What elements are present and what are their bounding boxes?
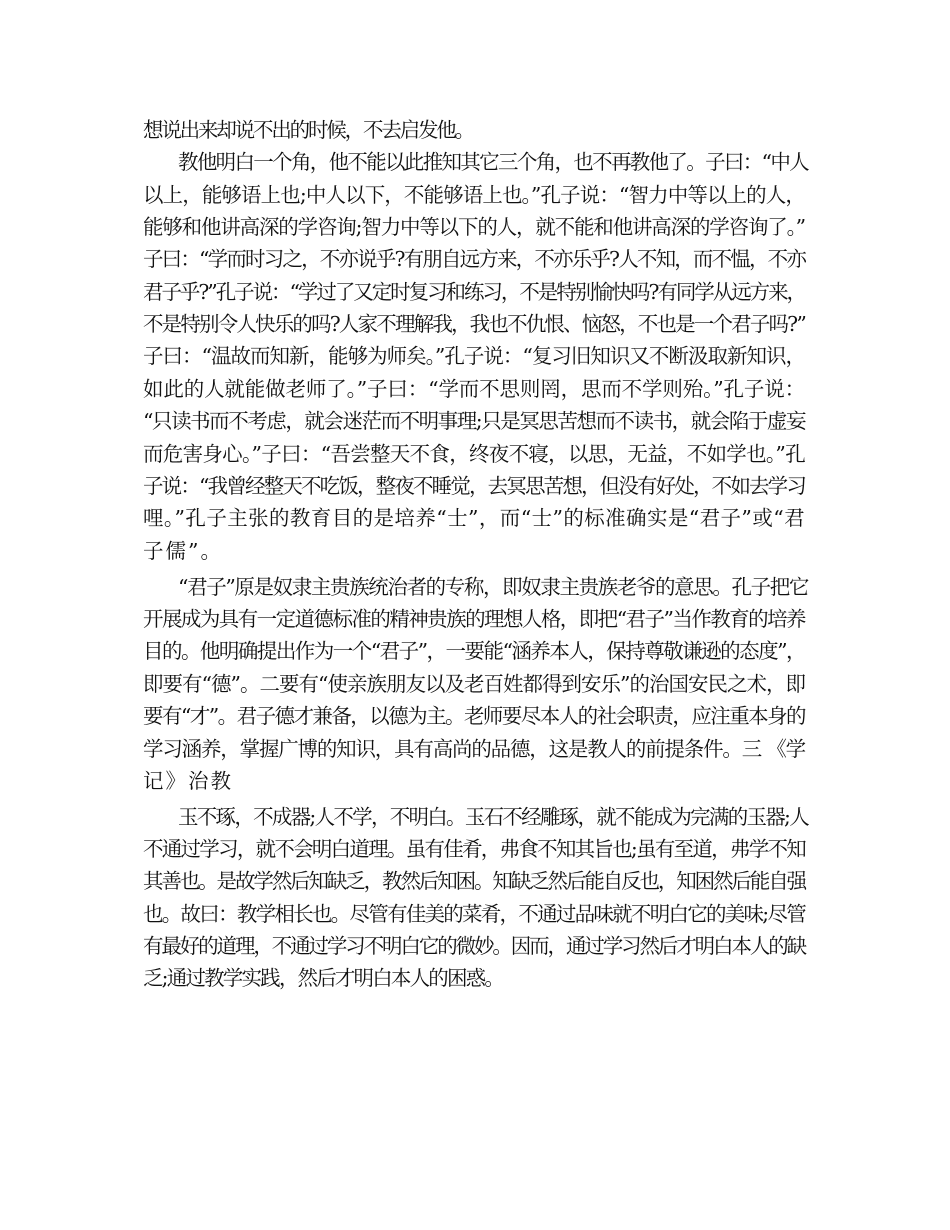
- text-line: 子说：“我曾经整天不吃饭，整夜不睡觉，去冥思苦想，但没有好处，不如去学习: [143, 474, 805, 498]
- text-line: 记》治教: [143, 769, 233, 793]
- text-line: 不是特别令人快乐的吗?人家不理解我，我也不仇恨、恼怒，不也是一个君子吗?”: [143, 312, 805, 336]
- text-line: “君子”原是奴隶主贵族统治者的专称，即奴隶主贵族老爷的意思。孔子把它: [178, 575, 808, 599]
- text-line: 子儒”。: [143, 539, 223, 563]
- text-line: 其善也。是故学然后知缺乏，教然后知困。知缺乏然后能自反也，知困然后能自强: [143, 869, 805, 893]
- text-line: 教他明白一个角，他不能以此推知其它三个角，也不再教他了。子曰：“中人: [178, 150, 808, 174]
- text-line: 而危害身心。”子曰：“吾尝整天不食，终夜不寝，以思，无益，不如学也。”孔: [143, 442, 805, 466]
- text-line: 不通过学习，就不会明白道理。虽有佳肴，弗食不知其旨也;虽有至道，弗学不知: [143, 837, 805, 861]
- text-line: 玉不琢，不成器;人不学，不明白。玉石不经雕琢，就不能成为完满的玉器;人: [178, 805, 808, 829]
- text-line: 开展成为具有一定道德标准的精神贵族的理想人格，即把“君子”当作教育的培养: [143, 607, 805, 631]
- text-line: 有最好的道理，不通过学习不明白它的微妙。因而，通过学习然后才明白本人的缺: [143, 934, 805, 958]
- text-line: 能够和他讲高深的学咨询;智力中等以下的人，就不能和他讲高深的学咨询了。”: [143, 215, 805, 239]
- text-line: 要有“才”。君子德才兼备，以德为主。老师要尽本人的社会职责，应注重本身的: [143, 704, 805, 728]
- text-line: 以上，能够语上也;中人以下，不能够语上也。”孔子说：“智力中等以上的人，: [143, 183, 805, 207]
- text-line: 哩。”孔子主张的教育目的是培养“士”，而“士”的标准确实是“君子”或“君: [143, 506, 805, 530]
- text-line: “只读书而不考虑，就会迷茫而不明事理;只是冥思苦想而不读书，就会陷于虚妄: [143, 409, 805, 433]
- text-line: 即要有“德”。二要有“使亲族朋友以及老百姓都得到安乐”的治国安民之术，即: [143, 672, 805, 696]
- text-line: 也。故曰：教学相长也。尽管有佳美的菜肴，不通过品味就不明白它的美味;尽管: [143, 902, 805, 926]
- text-line: 子曰：“学而时习之，不亦说乎?有朋自远方来，不亦乐乎?人不知，而不愠，不亦: [143, 247, 805, 271]
- text-line: 子曰：“温故而知新，能够为师矣。”孔子说：“复习旧知识又不断汲取新知识，: [143, 344, 805, 368]
- text-line: 如此的人就能做老师了。”子曰：“学而不思则罔，思而不学则殆。”孔子说：: [143, 377, 805, 401]
- text-line: 学习涵养，掌握广博的知识，具有高尚的品德，这是教人的前提条件。三 《学: [143, 737, 805, 761]
- text-line: 乏;通过教学实践，然后才明白本人的困惑。: [143, 966, 503, 990]
- text-line: 君子乎?”孔子说：“学过了又定时复习和练习，不是特别愉快吗?有同学从远方来，: [143, 280, 805, 304]
- text-line: 想说出来却说不出的时候，不去启发他。: [143, 118, 473, 142]
- text-line: 目的。他明确提出作为一个“君子”，一要能“涵养本人，保持尊敬谦逊的态度”，: [143, 639, 805, 663]
